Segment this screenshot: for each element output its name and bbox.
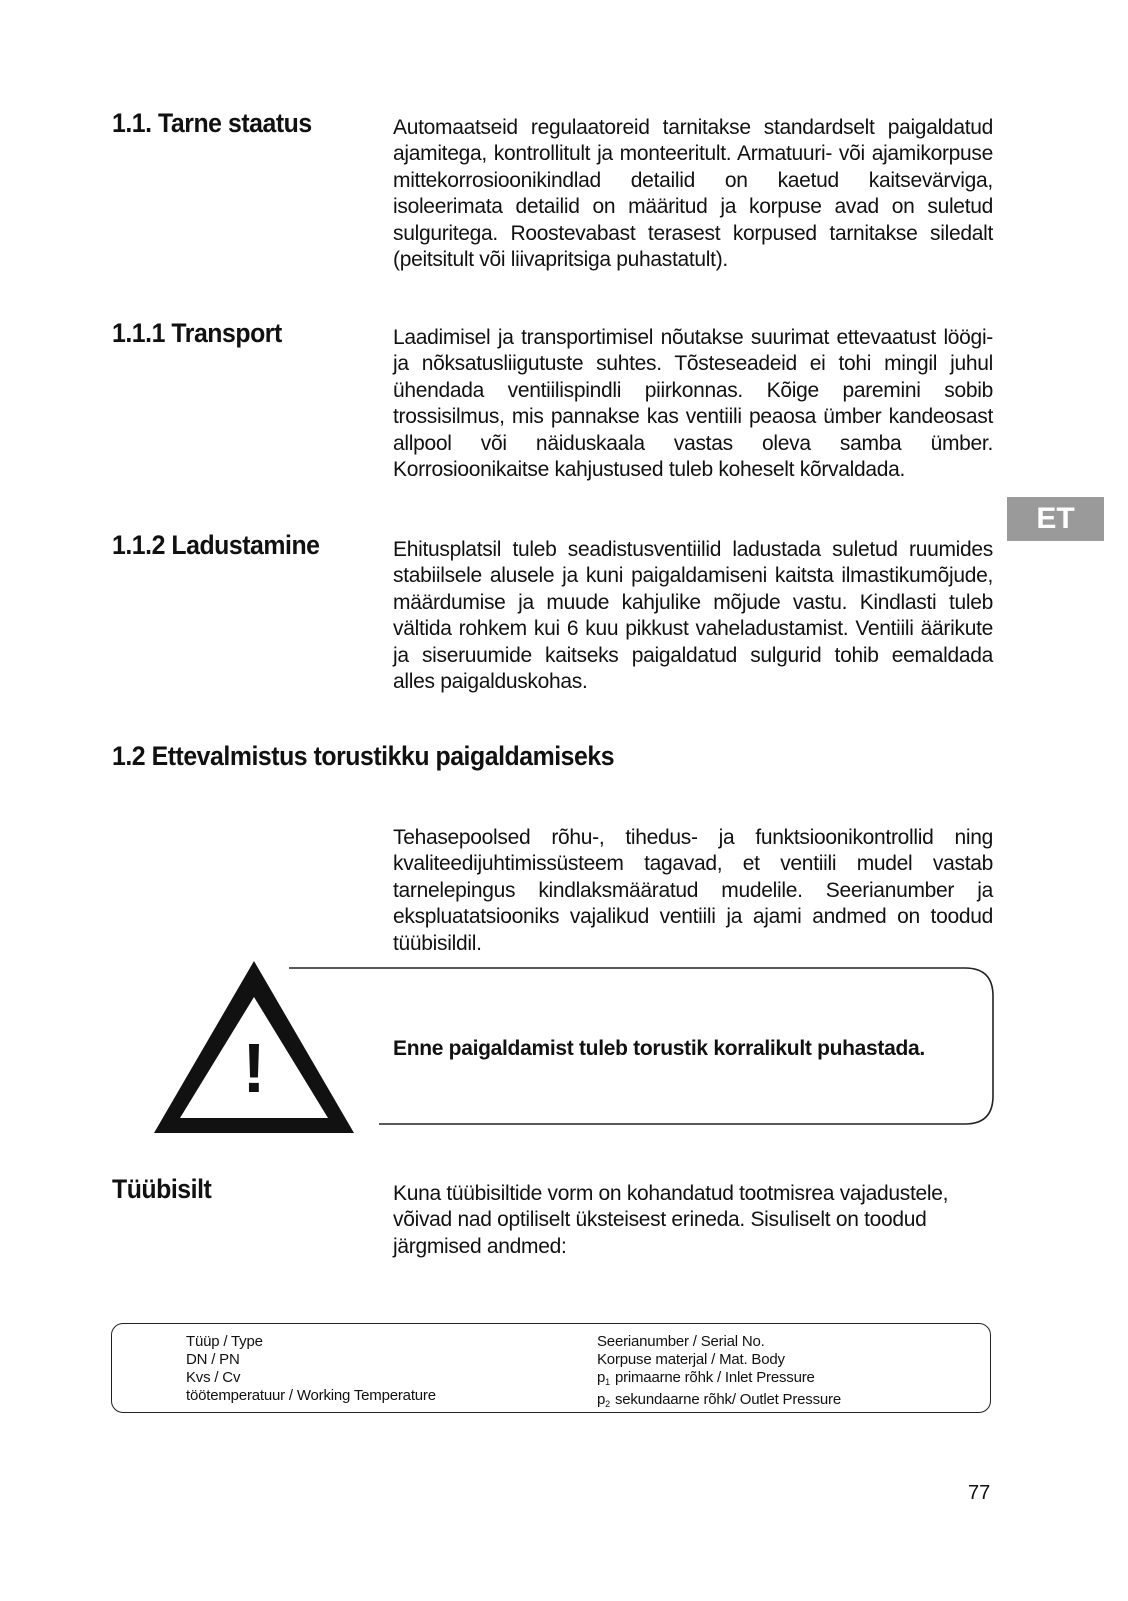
paragraph-line: või ajamikorpuse mittekorrosioonikindlad detailid on kaetud xyxy=(393,142,993,192)
paragraph-line: Ehitusplatsil tuleb seadistusventiilid ladustada suletud xyxy=(393,538,898,561)
type-plate-right-column xyxy=(597,1333,841,1413)
pressure-symbol: p xyxy=(597,1391,606,1408)
paragraph-line: löögi- ja nõksatusliigutuste suhtes. Tõsteseadeid ei tohi mingil xyxy=(393,326,993,376)
paragraph-line: kvaliteedijuhtimissüsteem tagavad, et ventiili mudel vastab xyxy=(393,852,993,876)
plate-field-text: Korpuse materjal / Mat. Body xyxy=(597,1351,785,1368)
paragraph-line: Ventiili äärikute ja siseruumide kaitseks paigaldatud sulgurid xyxy=(393,617,993,667)
plate-field-text: primaarne rõhk / Inlet Pressure xyxy=(614,1369,815,1386)
delivery-status-paragraph xyxy=(393,115,993,273)
paragraph-line: Automaatseid regulaatoreid tarnitakse standardselt xyxy=(393,116,875,139)
heading-delivery-status: 1.1. Tarne staatus xyxy=(112,108,312,138)
preparation-paragraph xyxy=(393,825,993,957)
paragraph-line: Korrosioonikaitse kahjustused tuleb koheselt kõrvaldada. xyxy=(393,458,906,482)
heading-type-plate: Tüübisilt xyxy=(112,1174,212,1204)
exclamation-mark-icon: ! xyxy=(242,1029,266,1107)
pressure-subscript: 2 xyxy=(605,1399,610,1409)
language-tab: ET xyxy=(1007,497,1104,541)
paragraph-line: avad on suletud sulguritega. Roostevabast terasest korpused xyxy=(393,195,993,245)
warning-text: Enne paigaldamist tuleb torustik korralikult puhastada. xyxy=(393,1037,925,1060)
plate-field: töötemperatuur / Working Temperature xyxy=(186,1387,436,1404)
storage-paragraph xyxy=(393,537,993,695)
type-plate-left-column xyxy=(186,1333,436,1405)
paragraph-line: järgmised andmed: xyxy=(393,1234,567,1258)
plate-field: Tüüp / Type xyxy=(186,1333,263,1350)
paragraph-line: Kuna tüübisiltide vorm on kohandatud tootmisrea vajadustele, xyxy=(393,1182,949,1205)
paragraph-line: tüübisildil. xyxy=(393,931,482,955)
paragraph-line: ruumides stabiilsele alusele ja kuni paigaldamiseni kaitsta xyxy=(393,538,993,588)
pressure-symbol: p xyxy=(597,1369,606,1386)
heading-transport: 1.1.1 Transport xyxy=(112,318,282,348)
paragraph-line: kandeosast allpool või näiduskaala vastas oleva samba ümber. xyxy=(393,405,993,455)
plate-field: Kvs / Cv xyxy=(186,1369,241,1386)
paragraph-line: juhul ühendada ventiilispindli piirkonnas. Kõige paremini xyxy=(393,352,993,402)
page-number: 77 xyxy=(968,1482,991,1504)
paragraph-line: Laadimisel ja transportimisel nõutakse suurimat ettevaatust xyxy=(393,326,936,349)
plate-field-text: Seerianumber / Serial No. xyxy=(597,1333,765,1350)
paragraph-line: tarnelepingus kindlaksmääratud mudelile. Seerianumber ja xyxy=(393,878,993,902)
paragraph-line: võivad nad optiliselt üksteisest erineda. Sisuliselt on toodud xyxy=(393,1208,927,1232)
paragraph-line: Tehasepoolsed rõhu-, tihedus- ja funktsioonikontrollid ning xyxy=(393,826,993,849)
plate-field xyxy=(597,1391,841,1413)
type-plate-paragraph xyxy=(393,1181,993,1260)
paragraph-line: ekspluatatsiooniks vajalikud ventiili ja ajami andmed on toodud xyxy=(393,905,993,929)
paragraph-line: ilmastikumõjude, määrdumise ja muude kahjulike mõjude vastu. xyxy=(393,564,993,614)
paragraph-line: tarnitakse siledalt (peitsitult või liivapritsiga puhastatult). xyxy=(393,221,993,272)
paragraph-line: tohib eemaldada alles paigalduskohas. xyxy=(393,643,993,694)
paragraph-line: Kindlasti tuleb vältida rohkem kui 6 kuu pikkust vaheladustamist. xyxy=(393,590,993,641)
paragraph-line: sobib trossisilmus, mis pannakse kas ventiili peaosa ümber xyxy=(393,378,993,429)
heading-preparation: 1.2 Ettevalmistus torustikku paigaldamiseks xyxy=(112,741,615,771)
pressure-subscript: 1 xyxy=(605,1377,610,1387)
paragraph-line: kaitsevärviga, isoleerimata detailid on määritud ja korpuse xyxy=(393,168,993,219)
plate-field: DN / PN xyxy=(186,1351,240,1368)
transport-paragraph xyxy=(393,325,993,483)
plate-field-text: sekundaarne rõhk/ Outlet Pressure xyxy=(614,1391,841,1408)
plate-field xyxy=(597,1369,841,1391)
plate-field xyxy=(597,1333,841,1351)
paragraph-line: paigaldatud ajamitega, kontrollitult ja monteeritult. Armatuuri- xyxy=(393,116,993,166)
heading-storage: 1.1.2 Ladustamine xyxy=(112,530,320,560)
plate-field xyxy=(597,1351,841,1369)
